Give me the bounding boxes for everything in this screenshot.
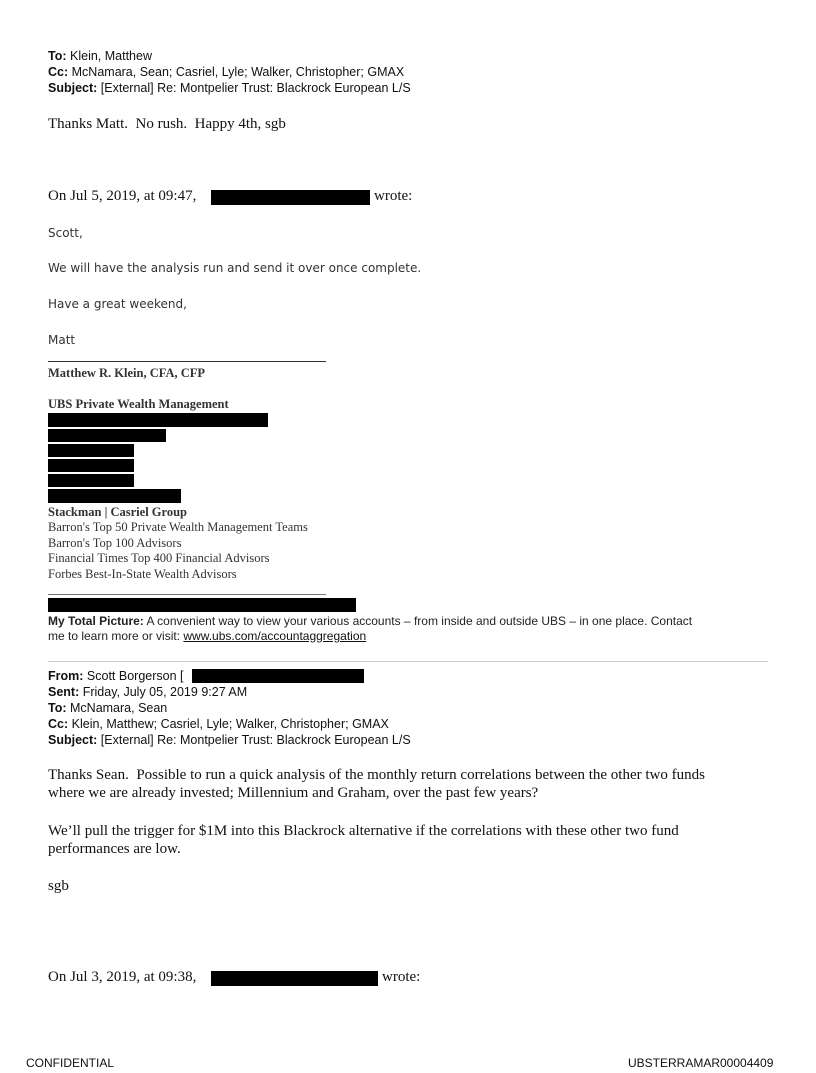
email1-cc-line: [48, 64, 404, 80]
redaction-box: [211, 190, 370, 205]
award-item: Barron's Top 50 Private Wealth Management Teams: [48, 520, 308, 534]
award-item: Forbes Best-In-State Wealth Advisors: [48, 566, 237, 581]
signature-name: Matthew R. Klein, CFA, CFP: [48, 366, 206, 380]
email2-from-line: [48, 668, 183, 684]
quote2-intro-prefix: On Jul 3, 2019, at 09:38,: [48, 969, 197, 985]
award-item: Barron's Top 100 Advisors: [48, 535, 182, 550]
from-value: Scott Borgerson [: [86, 669, 184, 683]
to-label: To:: [48, 701, 67, 715]
account-aggregation-link[interactable]: www.ubs.com/accountaggregation: [183, 629, 367, 643]
to-label: To:: [48, 49, 67, 63]
promo-text-2: me to learn more or visit:: [48, 629, 181, 643]
quote1-line2: Have a great weekend,: [48, 297, 187, 311]
email1-subject-line: [48, 80, 411, 96]
subject-label: Subject:: [48, 733, 98, 747]
cc-label: Cc:: [48, 65, 69, 79]
award-item: Financial Times Top 400 Financial Advisors: [48, 551, 270, 565]
redaction-box: [48, 413, 268, 427]
subject-label: Subject:: [48, 81, 98, 95]
email2-para1-line2: where we are already invested; Millennium and Graham, over the past few years?: [48, 785, 539, 801]
cc-label: Cc:: [48, 717, 69, 731]
email2-to-line: [48, 700, 167, 716]
sent-label: Sent:: [48, 685, 80, 699]
email2-subject-line: [48, 732, 411, 748]
quote1-line1: We will have the analysis run and send it over once complete.: [48, 261, 422, 275]
redaction-box: [48, 489, 181, 503]
email2-sent-line: [48, 684, 247, 700]
quote2-intro-suffix: wrote:: [382, 969, 421, 985]
subject-value: [External] Re: Montpelier Trust: Blackrock European L/S: [100, 733, 411, 747]
email2-cc-line: [48, 716, 389, 732]
signature-group: Stackman | Casriel Group: [48, 505, 187, 519]
cc-value: Klein, Matthew; Casriel, Lyle; Walker, Christopher; GMAX: [71, 717, 389, 731]
redaction-box: [48, 429, 166, 442]
signature-divider: [48, 594, 326, 595]
promo-text: A convenient way to view your various accounts – from inside and outside UBS – in one place. Contact: [146, 614, 693, 628]
email-separator: [48, 661, 768, 662]
footer-confidential: CONFIDENTIAL: [26, 1056, 115, 1070]
redaction-box: [48, 444, 134, 457]
quote1-intro-prefix: On Jul 5, 2019, at 09:47,: [48, 188, 197, 204]
signature-firm: UBS Private Wealth Management: [48, 397, 229, 411]
redaction-box: [211, 971, 378, 986]
footer-bates-number: UBSTERRAMAR00004409: [628, 1056, 774, 1070]
signature-divider: [48, 361, 326, 362]
redaction-box: [192, 669, 364, 683]
subject-value: [External] Re: Montpelier Trust: Blackrock European L/S: [100, 81, 411, 95]
quote1-intro-suffix: wrote:: [374, 188, 413, 204]
email1-to-line: [48, 48, 152, 64]
email2-para1-line1: Thanks Sean. Possible to run a quick analysis of the monthly return correlations between the other two funds: [48, 767, 705, 783]
redaction-box: [48, 598, 356, 612]
redaction-box: [48, 474, 134, 487]
email2-signoff: sgb: [48, 878, 69, 894]
promo-line: [48, 614, 692, 628]
redaction-box: [48, 459, 134, 472]
email1-body: Thanks Matt. No rush. Happy 4th, sgb: [48, 116, 286, 132]
promo-label: My Total Picture:: [48, 614, 144, 628]
email2-para2-line1: We’ll pull the trigger for $1M into this Blackrock alternative if the correlations with these other two fund: [48, 823, 679, 839]
to-value: McNamara, Sean: [70, 701, 168, 715]
from-label: From:: [48, 669, 84, 683]
quote1-greeting: Scott,: [48, 226, 83, 240]
cc-value: McNamara, Sean; Casriel, Lyle; Walker, Christopher; GMAX: [71, 65, 405, 79]
to-value: Klein, Matthew: [70, 49, 152, 63]
promo-line-2: [48, 629, 366, 643]
quote1-signoff: Matt: [48, 333, 76, 347]
email2-para2-line2: performances are low.: [48, 841, 181, 857]
sent-value: Friday, July 05, 2019 9:27 AM: [82, 685, 248, 699]
